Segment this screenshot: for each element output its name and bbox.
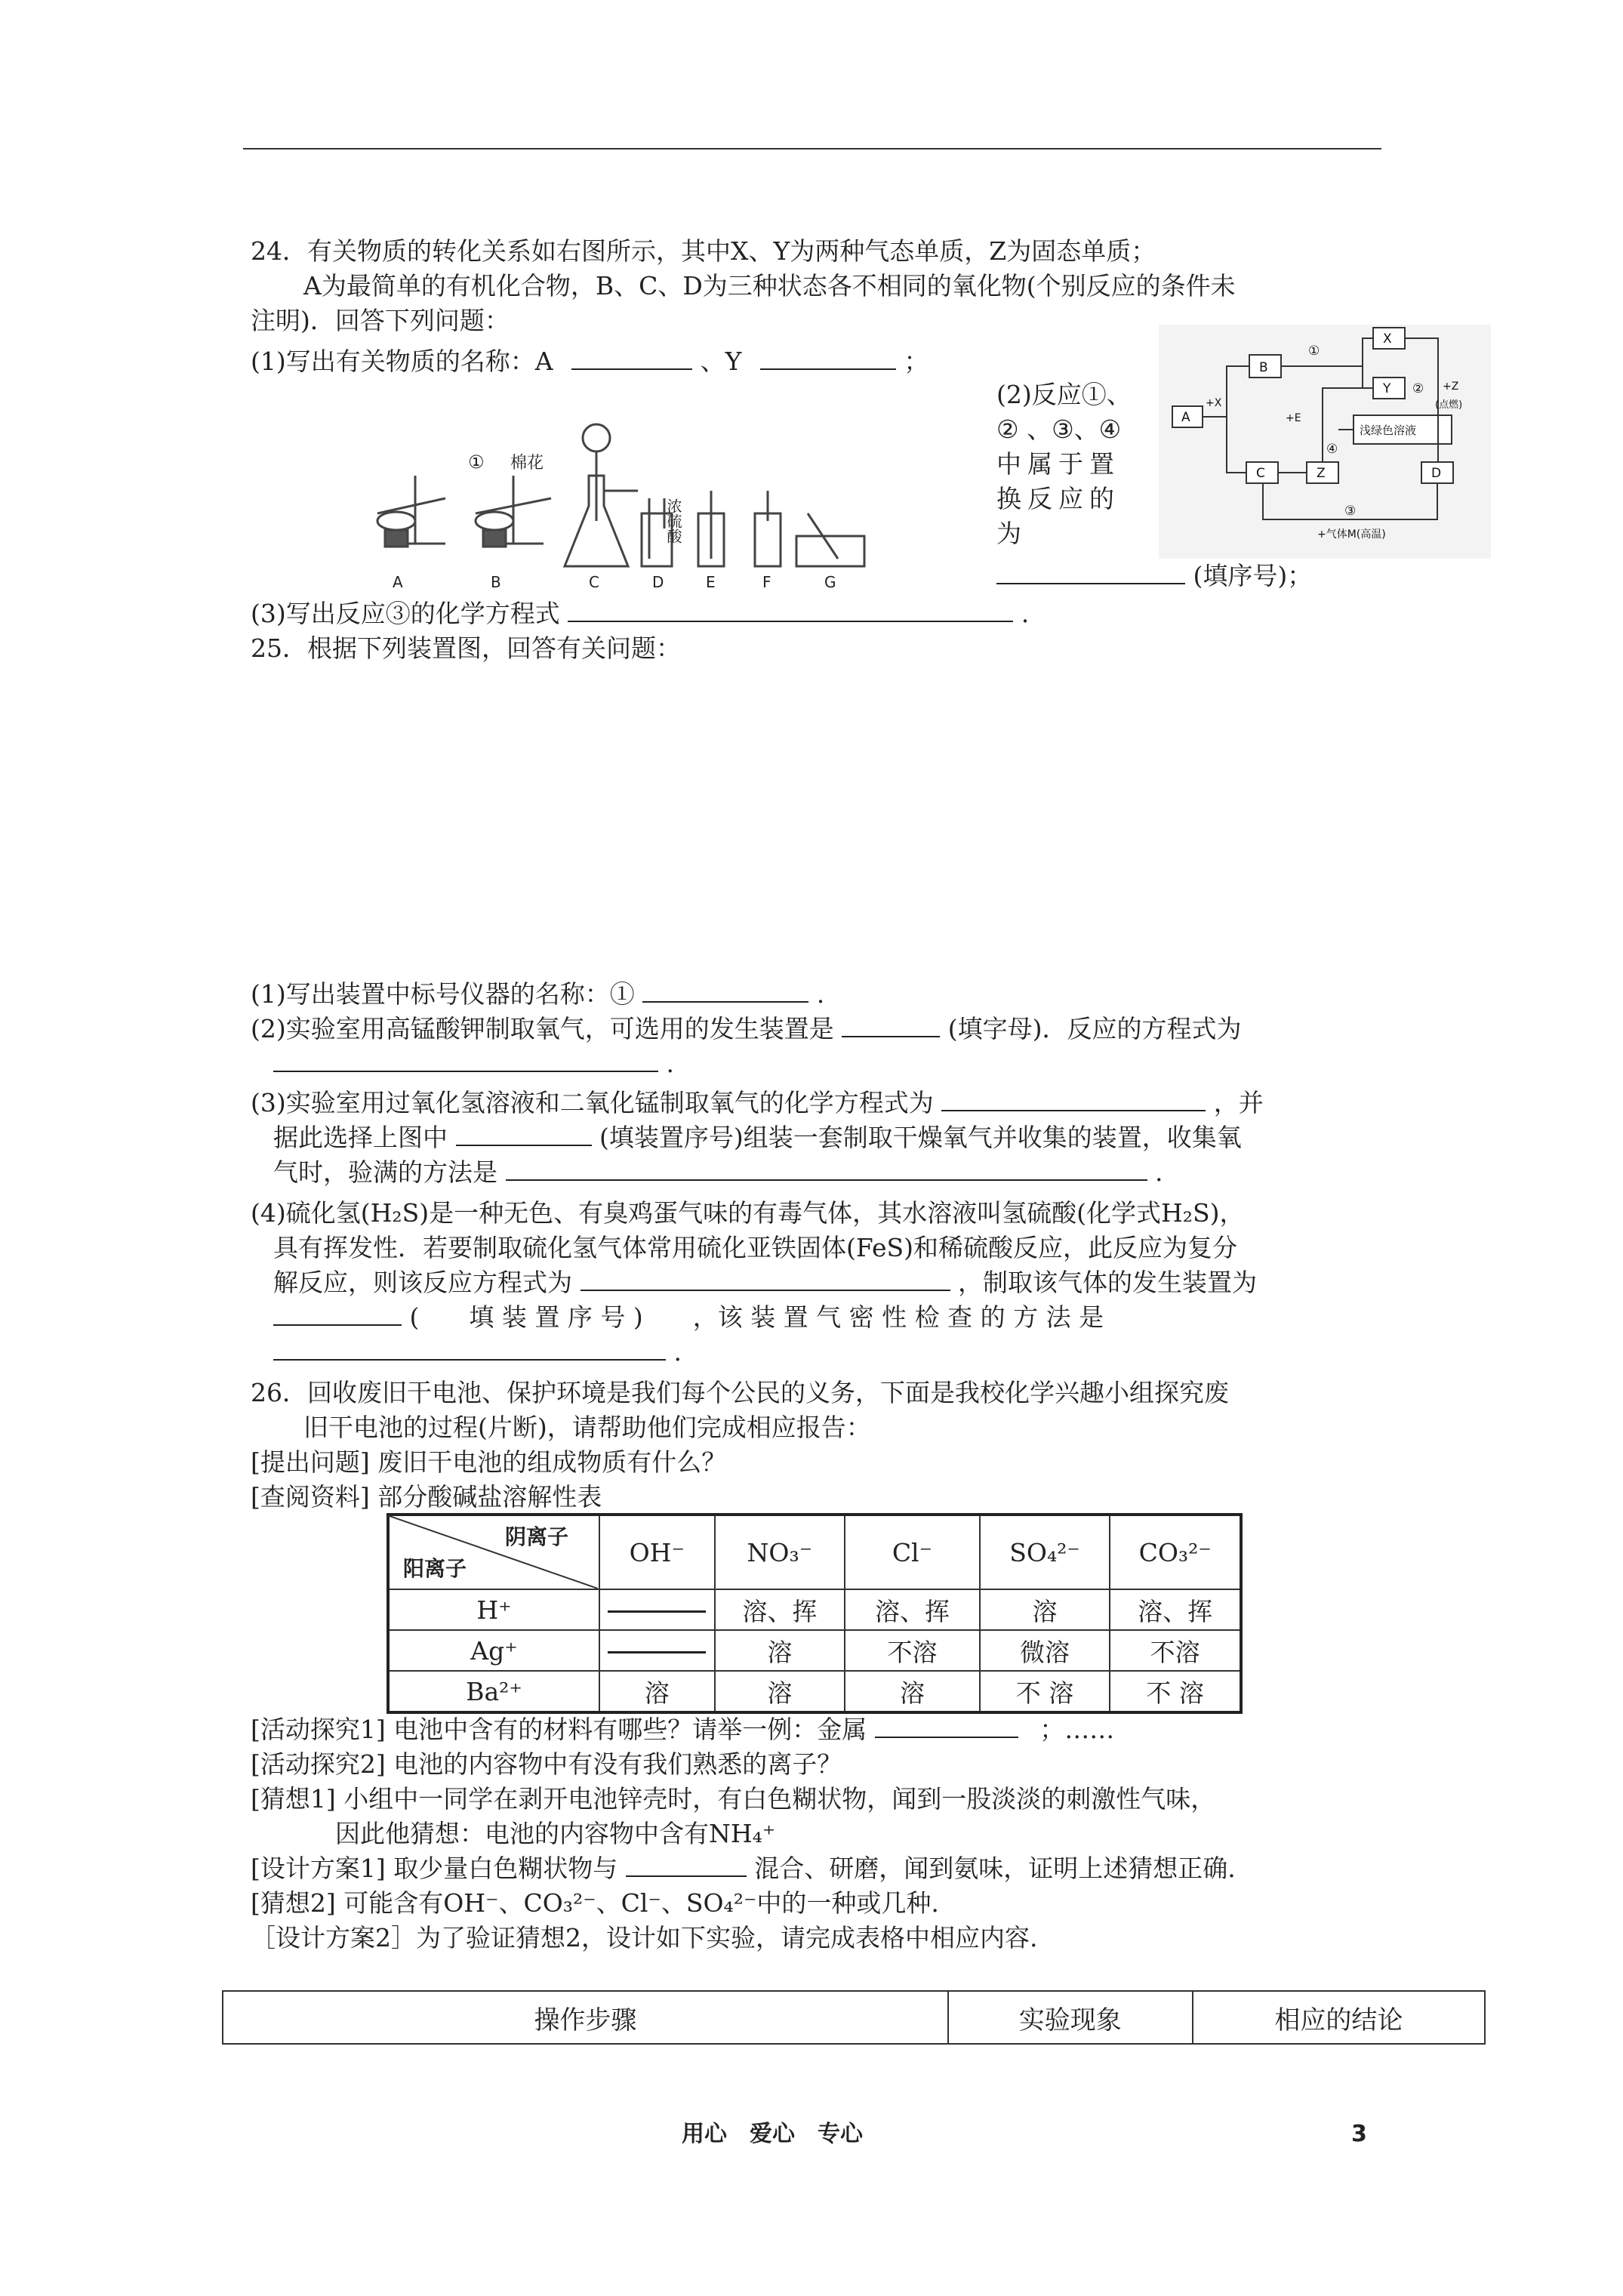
q26-act2: [活动探究2] 电池的内容物中有没有我们熟悉的离子？: [251, 1749, 842, 1779]
q25-p4e: [273, 1335, 682, 1370]
q25-p4d-label: ( 填 装 置 序 号 ) ，该 装 置 气 密 性 检 查 的 方 法 是: [409, 1302, 1104, 1332]
experiment-table: [222, 1990, 1486, 2045]
q24-part2-line: 中属于置: [996, 449, 1120, 479]
q25-p4c-end: ，制取该气体的发生装置为: [958, 1268, 1257, 1297]
table-cell: 不 溶: [980, 1671, 1110, 1712]
table-row: [388, 1671, 1241, 1712]
q25-p2-label: (2)实验室用高锰酸钾制取氧气，可选用的发生装置是: [251, 1014, 834, 1043]
answer-blank-h2o2-equation[interactable]: [941, 1087, 1206, 1111]
apparatus-letter: C: [589, 573, 599, 589]
q26-lookup: [查阅资料] 部分酸碱盐溶解性表: [251, 1482, 602, 1512]
q24-part3: [251, 596, 1029, 631]
dash-mark: [608, 1610, 706, 1613]
answer-blank-h2s-generator[interactable]: [273, 1302, 402, 1326]
q24-part2-end: [996, 559, 1312, 593]
q26-plan1: [251, 1851, 1236, 1886]
answer-blank-equation3[interactable]: [568, 598, 1013, 622]
anion-header: OH⁻: [599, 1515, 715, 1589]
label-1: ①: [1308, 344, 1320, 359]
q25-p3c-end: .: [1155, 1157, 1163, 1187]
q24-part2-line: 为: [996, 519, 1021, 548]
answer-blank-airtight-check[interactable]: [273, 1336, 666, 1361]
label-plus-x: +X: [1206, 397, 1222, 409]
table-cell: 溶: [715, 1630, 845, 1671]
cation-cell: Ba²⁺: [388, 1671, 599, 1712]
corner-cation-label: 阳离子: [403, 1556, 467, 1581]
answer-blank-replacement[interactable]: [996, 560, 1185, 584]
q26-act1-end: ；……: [1039, 1715, 1115, 1744]
answer-blank-metal[interactable]: [875, 1714, 1018, 1738]
table-cell: 溶、挥: [715, 1589, 845, 1630]
q25-p3b-label: 据此选择上图中: [273, 1123, 448, 1152]
q25-p1-end: .: [816, 979, 825, 1009]
table-cell: 不溶: [845, 1630, 980, 1671]
q26-guess1b: 因此他猜想：电池的内容物中含有NH₄⁺: [335, 1819, 776, 1848]
anion-header: SO₄²⁻: [980, 1515, 1110, 1589]
apparatus-letter: B: [491, 573, 501, 589]
table-corner: [388, 1515, 599, 1589]
answer-blank-fes-equation[interactable]: [581, 1267, 950, 1291]
label-conc-sulfuric-acid: 浓硫酸: [664, 498, 682, 544]
label-2: ②: [1412, 381, 1424, 396]
label-cotton: 棉花: [510, 454, 544, 473]
q26-plan2: ［设计方案2］为了验证猜想2，设计如下实验，请完成表格中相应内容.: [251, 1923, 1038, 1952]
q26-line2: 旧干电池的过程(片断)，请帮助他们完成相应报告：: [303, 1413, 871, 1442]
corner-anion-label: 阴离子: [504, 1524, 568, 1549]
apparatus-letter: D: [652, 573, 664, 589]
q24-part1-end: ；: [904, 347, 929, 376]
table-cell: 溶、挥: [1110, 1589, 1241, 1630]
answer-blank-instrument[interactable]: [642, 978, 808, 1003]
q25-p4a: (4)硫化氢(H₂S)是一种无色、有臭鸡蛋气味的有毒气体，其水溶液叫氢硫酸(化学式H₂S)，: [251, 1198, 1245, 1228]
q25-p3-line2: [273, 1120, 1242, 1155]
q25-p2-label2: (填字母)．反应的方程式为: [947, 1014, 1242, 1043]
transformation-diagram: [1159, 325, 1491, 559]
q25-p2-line2: [273, 1046, 674, 1081]
header-rule: [243, 148, 1381, 149]
apparatus-letter: E: [706, 573, 716, 589]
q25-p3b-end: (填装置序号)组装一套制取干燥氧气并收集的装置，收集氧: [599, 1123, 1242, 1152]
label-plus-e: +E: [1286, 412, 1301, 424]
table-cell: 溶: [845, 1671, 980, 1712]
q24-part2-line: ② 、③、④: [996, 415, 1122, 444]
label-gas-m: +气体M(高温): [1317, 529, 1386, 541]
q24-part1-label: (1)写出有关物质的名称：A: [251, 347, 553, 376]
cation-cell: H⁺: [388, 1589, 599, 1630]
label-ignite: (点燃): [1435, 399, 1463, 411]
q26-line1: 26．回收废旧干电池、保护环境是我们每个公民的义务，下面是我校化学兴趣小组探究废: [251, 1378, 1229, 1407]
anion-header: NO₃⁻: [715, 1515, 845, 1589]
table-cell: 不 溶: [1110, 1671, 1241, 1712]
q25-p3-line3: [273, 1155, 1163, 1190]
label-plus-z: +Z: [1443, 381, 1459, 393]
q24-part2-line: 换反应的: [996, 484, 1120, 513]
label-4: ④: [1326, 442, 1338, 457]
answer-blank-reagent[interactable]: [626, 1853, 747, 1877]
answer-blank-full-check[interactable]: [506, 1157, 1147, 1181]
cation-cell: Ag⁺: [388, 1630, 599, 1671]
q26-plan1-label: [设计方案1] 取少量白色糊状物与: [251, 1854, 618, 1883]
table-cell: [599, 1589, 715, 1630]
answer-blank-a[interactable]: [571, 346, 692, 370]
q25-p1-label: (1)写出装置中标号仪器的名称：①: [251, 979, 635, 1009]
q24-part2-end-label: (填序号)；: [1193, 561, 1313, 590]
q25-p3-end: ，并: [1213, 1088, 1264, 1117]
q25-p1: [251, 977, 824, 1012]
q24-part1-sep: 、Y: [700, 347, 742, 376]
q25-p3: [251, 1086, 1264, 1120]
apparatus-letter: G: [824, 573, 836, 589]
apparatus-figure: [362, 393, 876, 589]
table-row: [388, 1630, 1241, 1671]
q26-act1-label: [活动探究1] 电池中含有的材料有哪些？请举一例：金属: [251, 1715, 867, 1744]
q25-p4e-end: .: [673, 1337, 682, 1367]
q25-p4b: 具有挥发性．若要制取硫化氢气体常用硫化亚铁固体(FeS)和稀硫酸反应，此反应为复分: [273, 1233, 1237, 1262]
node-b: B: [1259, 360, 1268, 375]
q25-p2: [251, 1012, 1242, 1046]
footer-motto: 用心 爱心 专心: [682, 2121, 863, 2147]
q25-p2-end: .: [666, 1049, 674, 1078]
q25-title: 25．根据下列装置图，回答有关问题：: [251, 633, 681, 663]
table-row: [388, 1589, 1241, 1630]
label-circle-1: ①: [468, 451, 485, 473]
anion-header: Cl⁻: [845, 1515, 980, 1589]
header-operation: 操作步骤: [223, 1991, 948, 2044]
q26-question: [提出问题] 废旧干电池的组成物质有什么？: [251, 1447, 727, 1477]
q24-line2: A为最简单的有机化合物，B、C、D为三种状态各不相同的氧化物(个别反应的条件未: [303, 271, 1236, 300]
apparatus-letter: A: [393, 573, 403, 589]
dash-mark: [608, 1651, 706, 1653]
node-a: A: [1181, 410, 1190, 425]
q25-p4c-label: 解反应，则该反应方程式为: [273, 1268, 572, 1297]
answer-blank-setup[interactable]: [456, 1122, 592, 1146]
apparatus-letter: F: [762, 573, 771, 589]
q26-guess1a: [猜想1] 小组中一同学在剥开电池锌壳时，有白色糊状物，闻到一股淡淡的刺激性气味，: [251, 1784, 1216, 1814]
table-cell: 溶: [599, 1671, 715, 1712]
answer-blank-y[interactable]: [760, 346, 896, 370]
q24-part1: [251, 344, 929, 379]
solubility-table: [387, 1513, 1243, 1714]
header-phenomenon: 实验现象: [948, 1991, 1193, 2044]
q25-p3-label: (3)实验室用过氧化氢溶液和二氧化锰制取氧气的化学方程式为: [251, 1088, 934, 1117]
q24-part2-line: (2)反应①、: [996, 380, 1132, 409]
table-cell: 不溶: [1110, 1630, 1241, 1671]
node-z: Z: [1317, 466, 1326, 481]
q24-line1: 24．有关物质的转化关系如右图所示，其中X、Y为两种气态单质，Z为固态单质；: [251, 236, 1156, 266]
table-cell: 溶、挥: [845, 1589, 980, 1630]
q25-p4c: [273, 1265, 1257, 1300]
node-c: C: [1256, 466, 1265, 481]
q24-part3-label: (3)写出反应③的化学方程式: [251, 599, 560, 628]
table-cell: 溶: [980, 1589, 1110, 1630]
answer-blank-generator[interactable]: [842, 1013, 940, 1037]
node-green-solution: 浅绿色溶液: [1360, 424, 1417, 437]
answer-blank-kmno4-equation[interactable]: [273, 1048, 658, 1072]
node-y: Y: [1383, 381, 1391, 396]
table-cell: [599, 1630, 715, 1671]
q25-p3c-label: 气时，验满的方法是: [273, 1157, 497, 1187]
anion-header: CO₃²⁻: [1110, 1515, 1241, 1589]
q24-part3-end: .: [1021, 599, 1030, 628]
q26-guess2: [猜想2] 可能含有OH⁻、CO₃²⁻、Cl⁻、SO₄²⁻中的一种或几种.: [251, 1888, 939, 1918]
q24-line3: 注明)．回答下列问题：: [251, 306, 510, 335]
q26-plan1-end: 混合、研磨，闻到氨味，证明上述猜想正确.: [754, 1854, 1236, 1883]
table-header-row: [223, 1991, 1485, 2044]
header-conclusion: 相应的结论: [1193, 1991, 1485, 2044]
node-d: D: [1431, 466, 1442, 481]
node-x: X: [1383, 331, 1392, 347]
table-cell: 微溶: [980, 1630, 1110, 1671]
page-number: 3: [1351, 2121, 1367, 2147]
table-cell: 溶: [715, 1671, 845, 1712]
label-3: ③: [1344, 504, 1357, 519]
q25-p4d: [273, 1300, 1104, 1335]
q26-act1: [251, 1712, 1114, 1747]
